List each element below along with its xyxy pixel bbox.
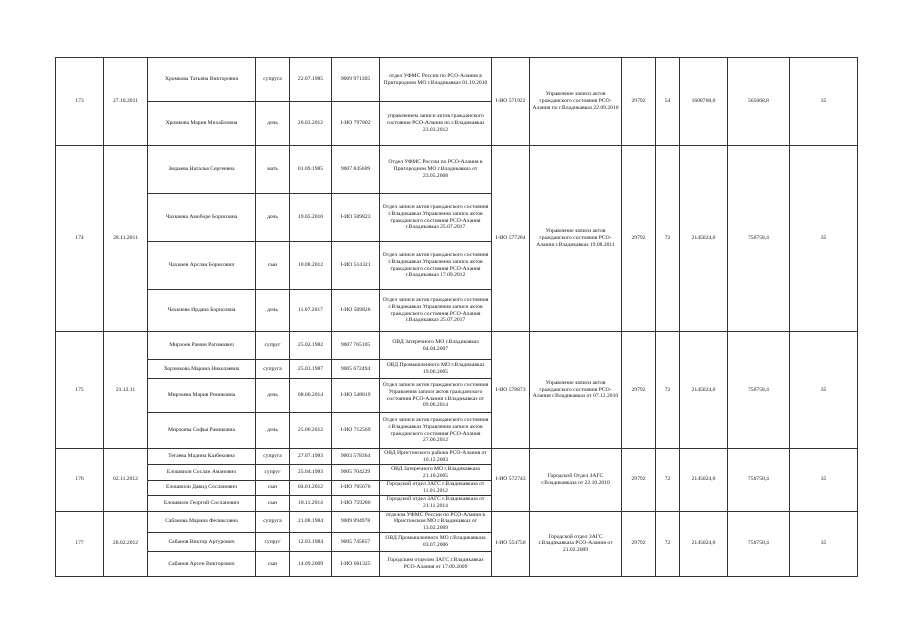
value-col-5: 35 (790, 332, 858, 449)
member-name: Мирзоева Мария Ромиковна (148, 379, 256, 413)
member-name: Чахкиева Ирдана Борисовна (148, 290, 256, 332)
member-name: Мирзоев Рамин Рагимович (148, 332, 256, 360)
member-document-issuer: Городской отдел ЗАГС г.Владикавказа от 21.11.2014 (380, 495, 492, 511)
certificate-number: I-ИО 572743 (492, 449, 530, 512)
member-relation: дочь (256, 379, 290, 413)
member-relation: супруг (256, 465, 290, 481)
member-name: Елошвили Сослан Аманович (148, 465, 256, 481)
certificate-issuer: Управление записи актов гражданского состояния РСО-Алания г.Владикавказ 19.08.2011 (530, 146, 622, 332)
record-date: 28.02.2012 (104, 511, 148, 576)
member-document-issuer: Отдел записи актов гражданского состояния г.Владикавказ Управления записи актов гражданского состояния РСО-Алания 27.06.2012 (380, 413, 492, 449)
member-document-number: I-ИО 712569 (332, 413, 380, 449)
member-birth-date: 18.11.2014 (290, 495, 332, 511)
value-col-4: 565068,8 (728, 58, 790, 146)
value-col-4: 750758,4 (728, 146, 790, 332)
member-document-issuer: Отдел записи актов гражданского состояния Управления записи актов гражданского состояния РСО-Алания г.Владикавказ от 09.06.2014 (380, 379, 492, 413)
certificate-number: I-ИО 554750 (492, 511, 530, 576)
member-document-issuer: ОВД Иристонского района РСО-Алания от 10.12.2003 (380, 449, 492, 465)
member-relation: дочь (256, 290, 290, 332)
member-document-number: I-ИО 797802 (332, 102, 380, 146)
value-col-5: 35 (790, 449, 858, 512)
member-name: Сабанов Арсен Викторович (148, 552, 256, 577)
value-col-4: 750758,4 (728, 332, 790, 449)
member-document-issuer: ОВД Затеречного МО г.Владикавказа 21.10.2005 (380, 465, 492, 481)
member-relation: супруг (256, 332, 290, 360)
table-row (56, 449, 858, 465)
registry-table (55, 57, 858, 577)
table-row (56, 511, 858, 532)
value-col-3: 2145024,0 (680, 146, 728, 332)
member-relation: дочь (256, 413, 290, 449)
member-document-issuer: Отдел записи актов гражданского состояния г.Владикавказ Управления записи актов гражданского состояния РСО-Алания г.Владикавказ 25.07.2017 (380, 290, 492, 332)
value-col-1: 29792 (622, 58, 656, 146)
certificate-number: I-ИО 578873 (492, 332, 530, 449)
member-document-number: 9003 578364 (332, 449, 380, 465)
certificate-issuer: Городской Отдел ЗАГС г.Владикавказа от 22.10.2010 (530, 449, 622, 512)
member-birth-date: 20.03.2012 (290, 102, 332, 146)
member-document-number: 9005 672494 (332, 360, 380, 379)
member-relation: супруга (256, 449, 290, 465)
value-col-4: 750758,4 (728, 449, 790, 512)
value-col-1: 29792 (622, 146, 656, 332)
value-col-1: 29792 (622, 449, 656, 512)
record-number: 176 (56, 449, 104, 512)
record-number: 173 (56, 58, 104, 146)
member-document-issuer: Отдел УФМС России по РСО-Алания в Пригородном МО г.Владикавказ от 23.05.2008 (380, 146, 492, 194)
member-birth-date: 25.02.1982 (290, 332, 332, 360)
member-document-number: I-ИО 509823 (332, 194, 380, 242)
member-document-issuer: ОВД Промышленного МО г.Владикавказ 19.06.2005 (380, 360, 492, 379)
record-date: 28.11.2011 (104, 146, 148, 332)
member-document-number: I-ИО 705676 (332, 481, 380, 496)
member-document-number: I-ИО 548819 (332, 379, 380, 413)
value-col-2: 72 (656, 146, 680, 332)
member-birth-date: 08.06.2014 (290, 379, 332, 413)
value-col-3: 2145024,0 (680, 332, 728, 449)
member-name: Зюраева Наталья Сергеевна (148, 146, 256, 194)
member-relation: дочь (256, 194, 290, 242)
value-col-3: 2145024,0 (680, 449, 728, 512)
member-document-issuer: Отдел записи актов гражданского состояния г.Владикавказ Управления записи актов гражданского состояния РСО-Алания г.Владикавказ 17.09.2012 (380, 242, 492, 290)
member-birth-date: 11.07.2017 (290, 290, 332, 332)
record-number: 174 (56, 146, 104, 332)
member-birth-date: 27.07.1983 (290, 449, 332, 465)
member-document-number: 9009 894978 (332, 511, 380, 532)
record-number: 175 (56, 332, 104, 449)
member-document-issuer: ОВД Затеречного МО г.Владикавказ 04.04.2007 (380, 332, 492, 360)
table-row (56, 146, 858, 194)
member-birth-date: 19.05.2010 (290, 194, 332, 242)
member-name: Мирзоева Софья Рамиковна (148, 413, 256, 449)
member-birth-date: 25.03.1987 (290, 360, 332, 379)
value-col-5: 35 (790, 511, 858, 576)
record-date: 27.10.2011 (104, 58, 148, 146)
member-document-number: 9007 845609 (332, 146, 380, 194)
member-document-issuer: Городской отдел ЗАГС г.Владикавказа от 11.01.2012 (380, 481, 492, 496)
member-birth-date: 14.09.2009 (290, 552, 332, 577)
certificate-number: I-ИО 571922 (492, 58, 530, 146)
member-birth-date: 25.04.1983 (290, 465, 332, 481)
member-name: Елошвили Давид Сосланович (148, 481, 256, 496)
member-document-issuer: Городским отделом ЗАГС г.Владикавказ РСО-Алания от 17.09.2009 (380, 552, 492, 577)
value-col-2: 72 (656, 449, 680, 512)
member-birth-date: 10.08.2012 (290, 242, 332, 290)
member-name: Сабанов Виктор Артурович (148, 533, 256, 552)
member-birth-date: 04.01.2012 (290, 481, 332, 496)
value-col-4: 750758,4 (728, 511, 790, 576)
member-name: Хромкова Мария Михайловна (148, 102, 256, 146)
member-birth-date: 22.07.1985 (290, 58, 332, 102)
value-col-2: 72 (656, 332, 680, 449)
member-document-issuer: Отдел записи актов гражданского состояния г.Владикавказ Управления записи актов гражданского состояния РСО-Алания г.Владикавказ 25.07.2017 (380, 194, 492, 242)
member-relation: супруга (256, 58, 290, 102)
registry-body (56, 58, 858, 577)
table-row (56, 58, 858, 102)
value-col-2: 72 (656, 511, 680, 576)
member-name: Тегаева Мадина Казбековна (148, 449, 256, 465)
member-document-issuer: отдел УФМС России по РСО-Алания в Пригородном МО г.Владикавказ 01.10.2010 (380, 58, 492, 102)
member-document-issuer: управлением записи актов гражданского состояния РСО-Алания по г.Владикавказ 23.03.2012 (380, 102, 492, 146)
member-document-issuer: отделом УФМС России по РСО-Алания в Иристонском МО г.Владикавказ от 13.02.2009 (380, 511, 492, 532)
table-row (56, 332, 858, 360)
record-number: 177 (56, 511, 104, 576)
member-birth-date: 25.06.2012 (290, 413, 332, 449)
member-relation: сын (256, 552, 290, 577)
member-name: Сабанова Марина Феликсовна (148, 511, 256, 532)
value-col-3: 2145024,0 (680, 511, 728, 576)
member-document-number: 9009 971305 (332, 58, 380, 102)
member-relation: сын (256, 495, 290, 511)
member-relation: супруга (256, 511, 290, 532)
member-birth-date: 12.03.1984 (290, 533, 332, 552)
member-document-number: I-ИО 509826 (332, 290, 380, 332)
member-relation: сын (256, 242, 290, 290)
member-birth-date: 21.08.1984 (290, 511, 332, 532)
member-birth-date: 01.09.1985 (290, 146, 332, 194)
member-name: Хорзюкова Марина Николаевна (148, 360, 256, 379)
member-name: Чахкиева Амоборе Борисовна (148, 194, 256, 242)
member-document-number: I-ИО 661325 (332, 552, 380, 577)
certificate-number: I-ИО 577284 (492, 146, 530, 332)
value-col-1: 29792 (622, 332, 656, 449)
record-date: 02.11.2012 (104, 449, 148, 512)
member-document-number: I-ИО 514321 (332, 242, 380, 290)
member-document-number: I-ИО 759280 (332, 495, 380, 511)
member-document-number: 9005 704229 (332, 465, 380, 481)
certificate-issuer: Управление записи актов гражданского состояния РСО-Алания по г.Владикавказ 22.09.2010 (530, 58, 622, 146)
value-col-5: 35 (790, 58, 858, 146)
value-col-5: 35 (790, 146, 858, 332)
member-name: Хромкова Татьяна Викторовна (148, 58, 256, 102)
member-relation: супруг (256, 533, 290, 552)
record-date: 21.12.11 (104, 332, 148, 449)
member-relation: мать (256, 146, 290, 194)
member-document-issuer: ОВД Промышленного МО г.Владикавказа 03.07.2006 (380, 533, 492, 552)
value-col-2: 54 (656, 58, 680, 146)
value-col-1: 29792 (622, 511, 656, 576)
member-document-number: 9005 745857 (332, 533, 380, 552)
member-relation: сын (256, 481, 290, 496)
certificate-issuer: Городской отдел ЗАГС г.Владикавказа РСО-Алания от 21.02.2009 (530, 511, 622, 576)
member-name: Чахкиев Арслан Борисович (148, 242, 256, 290)
member-document-number: 9007 765105 (332, 332, 380, 360)
member-name: Елошвили Георгий Сосланович (148, 495, 256, 511)
member-relation: супруга (256, 360, 290, 379)
member-relation: дочь (256, 102, 290, 146)
value-col-3: 1608768,0 (680, 58, 728, 146)
certificate-issuer: Управление записи актов гражданского состояния РСО-Алания г.Владикавказ от 07.12.2010 (530, 332, 622, 449)
